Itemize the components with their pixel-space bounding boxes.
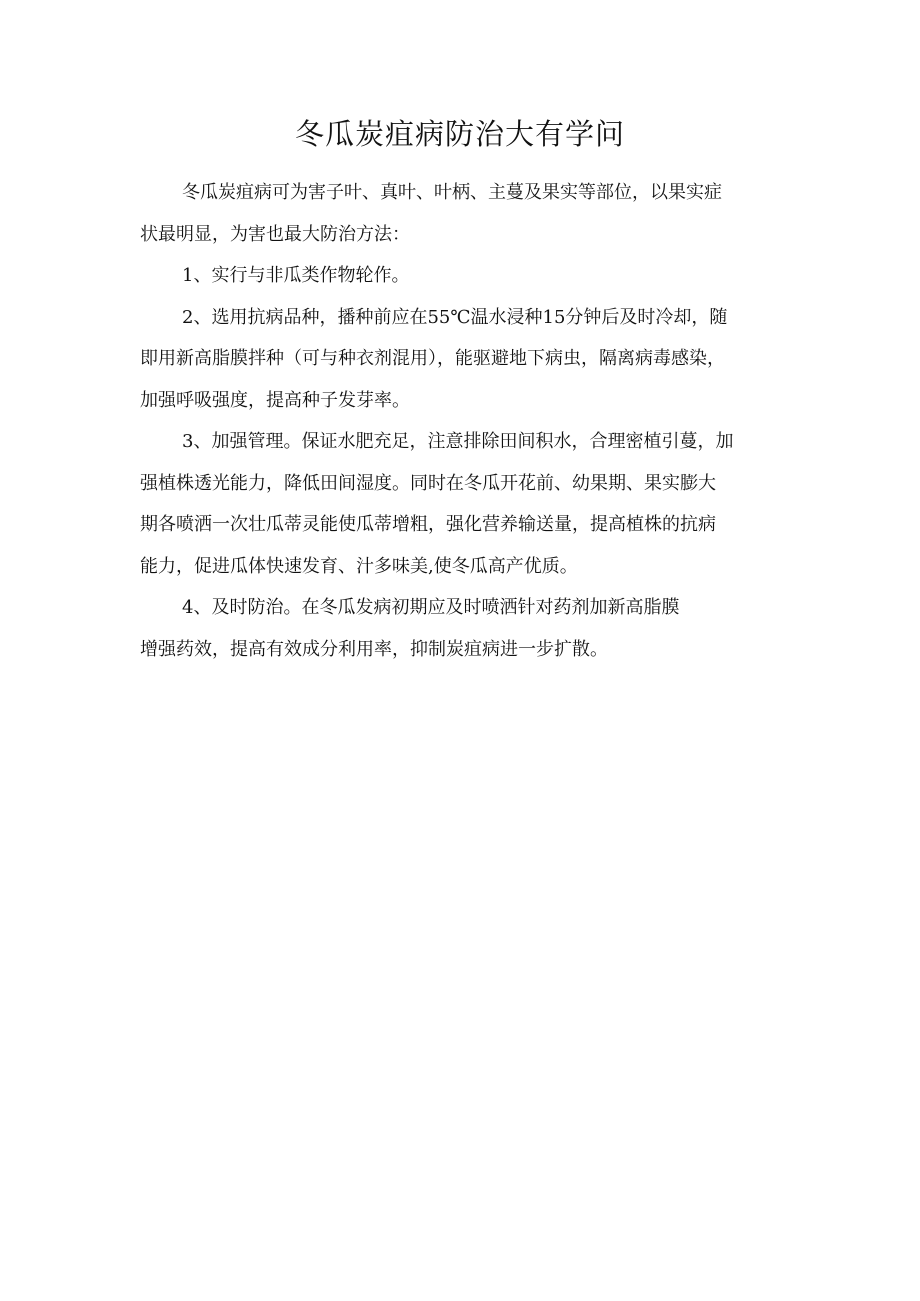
paragraph-item-2 [140, 297, 800, 422]
paragraph-item-4 [140, 587, 800, 670]
paragraph-line: 冬瓜炭疽病可为害子叶、真叶、叶柄、主蔓及果实等部位，以果实症 [182, 182, 722, 203]
document-title: 冬瓜炭疽病防治大有学问 [294, 117, 625, 151]
paragraph-line: 加强呼吸强度，提高种子发芽率。 [140, 389, 410, 411]
paragraph-line: 期各喷洒一次壮瓜蒂灵能使瓜蒂增粗，强化营养输送量，提高植株的抗病 [140, 514, 716, 535]
paragraph-item-1 [140, 255, 800, 297]
paragraph-line: 强植株透光能力，降低田间湿度。同时在冬瓜开花前、幼果期、果实膨大 [140, 472, 716, 494]
paragraph-line: 即用新高脂膜拌种（可与种衣剂混用），能驱避地下病虫，隔离病毒感染， [140, 348, 725, 369]
paragraph-line: 能力，促进瓜体快速发育、汁多味美,使冬瓜高产优质。 [140, 555, 578, 577]
paragraph-line: 1、实行与非瓜类作物轮作。 [182, 265, 410, 286]
document-body [140, 172, 800, 670]
paragraph-line: 2、选用抗病品种，播种前应在55℃温水浸种15分钟后及时冷却，随 [182, 306, 728, 328]
paragraph-line: 3、加强管理。保证水肥充足，注意排除田间积水，合理密植引蔓，加 [182, 431, 734, 452]
paragraph-line: 4、及时防治。在冬瓜发病初期应及时喷洒针对药剂加新高脂膜 [182, 597, 680, 618]
paragraph-line: 状最明显，为害也最大防治方法： [140, 223, 410, 245]
paragraph-intro [140, 172, 800, 255]
paragraph-item-3 [140, 421, 800, 587]
paragraph-line: 增强药效，提高有效成分利用率，抑制炭疽病进一步扩散。 [140, 638, 608, 660]
